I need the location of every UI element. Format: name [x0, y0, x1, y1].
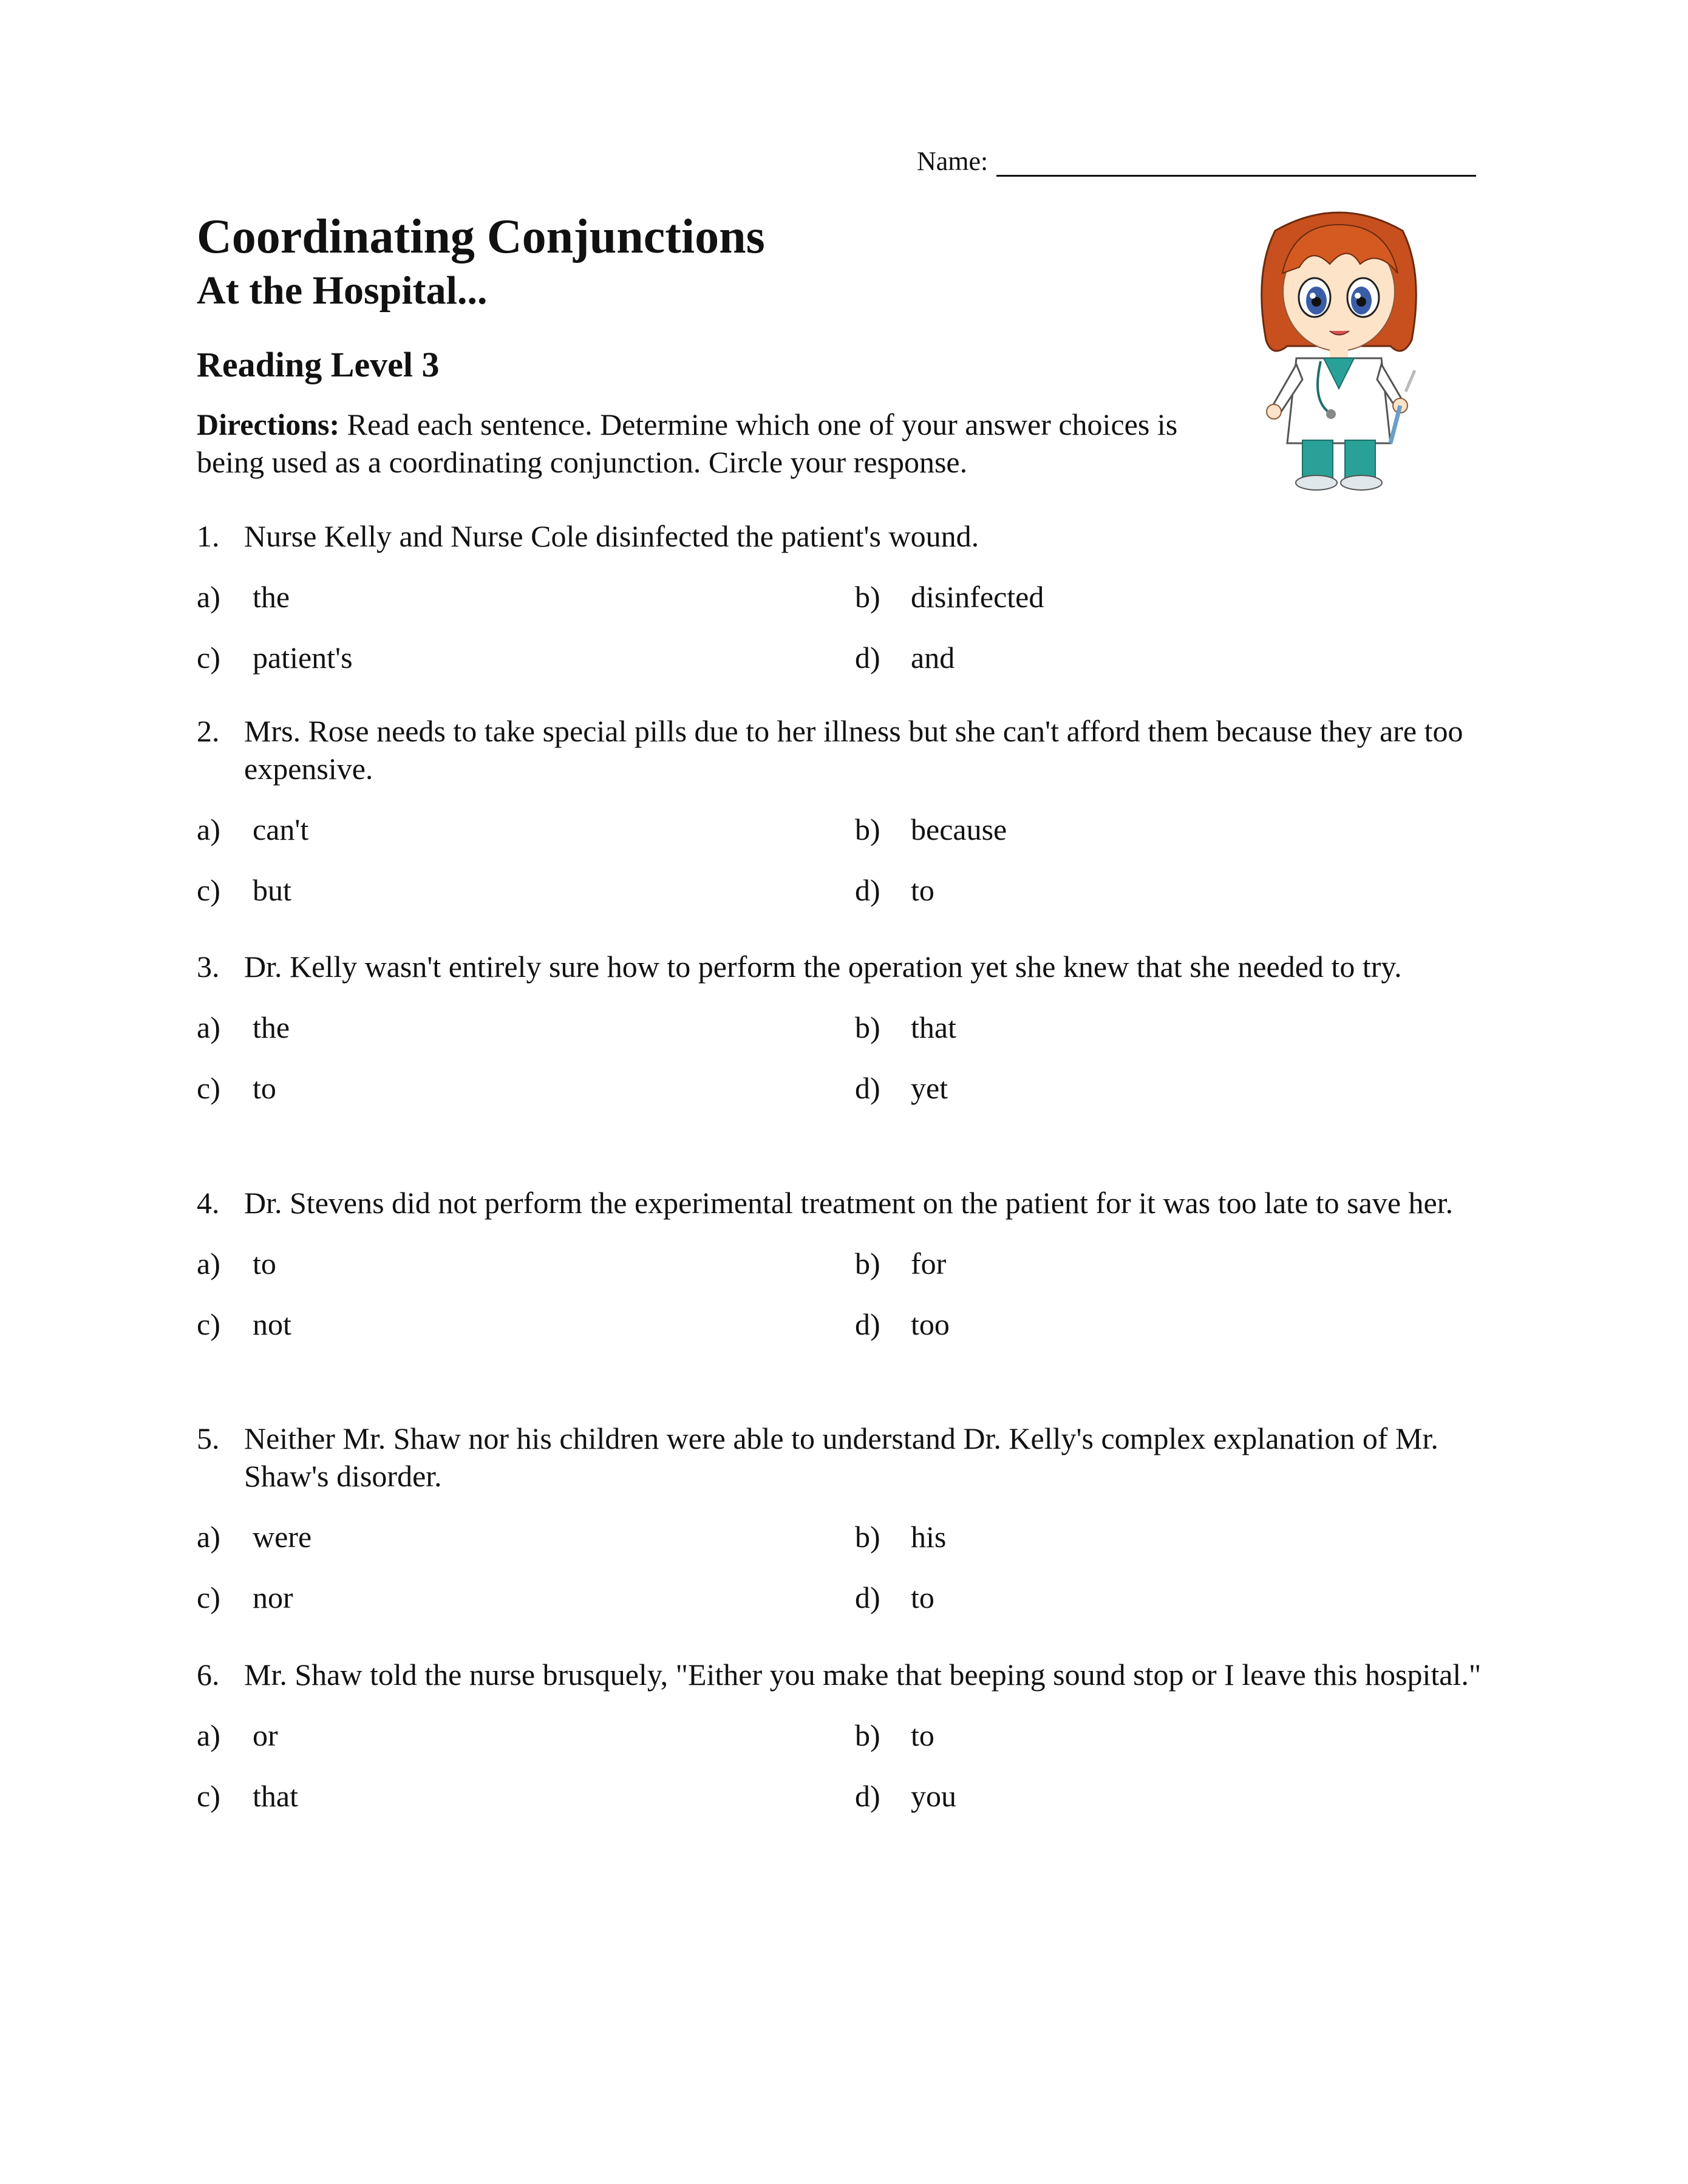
reading-level: Reading Level 3 — [197, 345, 440, 384]
question-number: 1. — [197, 519, 220, 553]
answer-text: you — [911, 1779, 956, 1813]
answer-letter: d) — [855, 641, 880, 675]
answer-c[interactable] — [197, 639, 353, 676]
answer-letter: c) — [197, 641, 220, 675]
answer-choices — [197, 1245, 1502, 1366]
answer-letter: b) — [855, 580, 880, 614]
answer-d[interactable] — [855, 871, 934, 909]
answer-text: were — [253, 1520, 312, 1554]
question-number: 6. — [197, 1658, 220, 1692]
answer-b[interactable] — [855, 1518, 946, 1556]
answer-c[interactable] — [197, 871, 291, 909]
question-text: Mrs. Rose needs to take special pills due to her illness but she can't afford them because they are too expensive. — [244, 714, 1463, 786]
answer-text: to — [911, 1718, 934, 1752]
question-number: 2. — [197, 714, 220, 748]
answer-letter: b) — [855, 1247, 880, 1281]
answer-text: the — [253, 1010, 290, 1044]
answer-text: or — [253, 1718, 278, 1752]
answer-b[interactable] — [855, 1716, 934, 1754]
answer-text: but — [253, 873, 291, 907]
answer-d[interactable] — [855, 639, 955, 676]
question-text: Neither Mr. Shaw nor his children were able to understand Dr. Kelly's complex explanation of Mr. Shaw's disorder. — [244, 1421, 1438, 1493]
answer-letter: d) — [855, 1307, 880, 1341]
question-number: 3. — [197, 950, 220, 984]
answer-letter: a) — [197, 812, 220, 846]
directions-label: Directions: — [197, 407, 340, 441]
answer-a[interactable] — [197, 578, 290, 616]
answer-letter: c) — [197, 1071, 220, 1105]
answer-b[interactable] — [855, 578, 1044, 616]
question-5 — [197, 1420, 1502, 1639]
answer-c[interactable] — [197, 1777, 298, 1815]
answer-letter: b) — [855, 1520, 880, 1554]
answer-letter: d) — [855, 873, 880, 907]
question-text: Mr. Shaw told the nurse brusquely, "Either you make that beeping sound stop or I leave this hospital." — [244, 1658, 1482, 1692]
directions-text: Read each sentence. Determine which one of your answer choices is being used as a coordinating conjunction. Circle your response. — [197, 407, 1178, 479]
answer-text: too — [911, 1307, 950, 1341]
answer-letter: b) — [855, 1010, 880, 1044]
answer-choices — [197, 811, 1502, 932]
answer-text: the — [253, 580, 290, 614]
answer-a[interactable] — [197, 811, 308, 848]
name-field — [917, 146, 1476, 177]
answer-letter: c) — [197, 1580, 220, 1614]
answer-d[interactable] — [855, 1777, 956, 1815]
answer-c[interactable] — [197, 1069, 276, 1107]
question-2 — [197, 712, 1502, 932]
answer-b[interactable] — [855, 1245, 946, 1282]
question-text: Nurse Kelly and Nurse Cole disinfected the patient's wound. — [244, 519, 979, 553]
answer-a[interactable] — [197, 1716, 278, 1754]
answer-b[interactable] — [855, 811, 1007, 848]
answer-letter: d) — [855, 1071, 880, 1105]
answer-choices — [197, 1716, 1502, 1838]
question-1 — [197, 517, 1502, 699]
answer-a[interactable] — [197, 1518, 311, 1556]
answer-text: that — [253, 1779, 298, 1813]
answer-text: his — [911, 1520, 947, 1554]
answer-text: because — [911, 812, 1007, 846]
answer-choices — [197, 578, 1502, 699]
answer-b[interactable] — [855, 1009, 956, 1046]
answer-letter: d) — [855, 1580, 880, 1614]
answer-letter: a) — [197, 1010, 220, 1044]
answer-c[interactable] — [197, 1579, 293, 1616]
answer-d[interactable] — [855, 1305, 950, 1343]
answer-text: to — [911, 1580, 934, 1614]
answer-letter: c) — [197, 1307, 220, 1341]
worksheet-subtitle: At the Hospital... — [197, 268, 488, 313]
answer-letter: c) — [197, 873, 220, 907]
question-text: Dr. Stevens did not perform the experimental treatment on the patient for it was too late to save her. — [244, 1186, 1454, 1220]
answer-text: not — [253, 1307, 291, 1341]
worksheet-title: Coordinating Conjunctions — [197, 210, 765, 264]
name-blank-line — [996, 148, 1476, 177]
question-number: 4. — [197, 1186, 220, 1220]
answer-text: patient's — [253, 641, 353, 675]
answer-text: yet — [911, 1071, 948, 1105]
question-number: 5. — [197, 1421, 220, 1455]
answer-a[interactable] — [197, 1009, 290, 1046]
answer-text: that — [911, 1010, 956, 1044]
question-4 — [197, 1184, 1502, 1366]
answer-text: can't — [253, 812, 309, 846]
name-label: Name: — [917, 146, 989, 176]
doctor-girl-illustration — [1239, 206, 1439, 492]
answer-d[interactable] — [855, 1579, 934, 1616]
answer-letter: b) — [855, 812, 880, 846]
question-3 — [197, 948, 1502, 1130]
question-6 — [197, 1656, 1502, 1838]
answer-text: for — [911, 1247, 947, 1281]
answer-text: and — [911, 641, 955, 675]
answer-letter: d) — [855, 1779, 880, 1813]
answer-text: nor — [253, 1580, 293, 1614]
answer-letter: b) — [855, 1718, 880, 1752]
answer-letter: a) — [197, 1247, 220, 1281]
answer-text: to — [253, 1247, 276, 1281]
directions — [197, 406, 1217, 481]
answer-choices — [197, 1009, 1502, 1130]
answer-letter: c) — [197, 1779, 220, 1813]
answer-text: to — [253, 1071, 276, 1105]
answer-letter: a) — [197, 580, 220, 614]
answer-text: disinfected — [911, 580, 1044, 614]
answer-letter: a) — [197, 1718, 220, 1752]
answer-d[interactable] — [855, 1069, 948, 1107]
answer-text: to — [911, 873, 934, 907]
answer-letter: a) — [197, 1520, 220, 1554]
answer-c[interactable] — [197, 1305, 291, 1343]
answer-a[interactable] — [197, 1245, 276, 1282]
question-text: Dr. Kelly wasn't entirely sure how to perform the operation yet she knew that she needed to try. — [244, 950, 1402, 984]
answer-choices — [197, 1518, 1502, 1639]
